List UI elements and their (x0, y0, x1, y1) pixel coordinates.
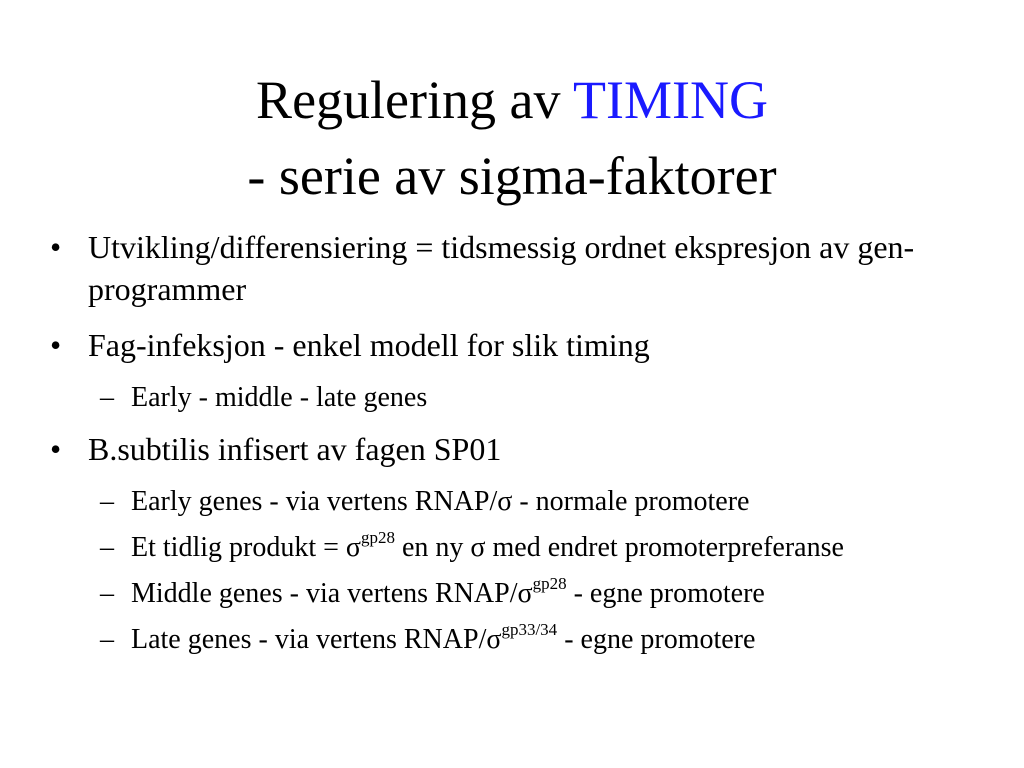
sub-bullet-text (131, 573, 765, 609)
sub-bullet-item (48, 380, 1008, 416)
sub-bullet-item (48, 619, 1008, 658)
bullet-marker: • (50, 431, 62, 467)
dash-marker: – (100, 382, 114, 413)
bullet-item (48, 226, 1008, 310)
dash-marker: – (100, 578, 114, 609)
sub-bullet-item (48, 484, 1008, 520)
bullet-marker: • (50, 229, 62, 265)
text-part: Late genes - via vertens RNAP/σ (131, 624, 502, 655)
sub-bullet-text: Early - middle - late genes (131, 382, 428, 413)
superscript: gp28 (532, 573, 567, 593)
slide-body (48, 226, 1008, 668)
text-part: Middle genes - via vertens RNAP/σ (131, 578, 533, 609)
bullet-text: Fag-infeksjon - enkel modell for slik timing (88, 327, 650, 363)
sub-bullet-item (48, 527, 1008, 566)
title-prefix: Regulering av (256, 70, 573, 130)
sub-bullet-text (131, 619, 756, 655)
bullet-item (48, 428, 1008, 470)
title-line-2: - serie av sigma-faktorer (247, 146, 777, 206)
sub-bullet-text (131, 527, 844, 563)
sub-bullet-item (48, 573, 1008, 612)
text-part: Et tidlig produkt = σ (131, 532, 361, 563)
superscript: gp33/34 (501, 619, 558, 639)
title-accent: TIMING (572, 70, 768, 130)
title-line-1 (0, 62, 1024, 138)
slide-title (0, 62, 1024, 214)
dash-marker: – (100, 624, 114, 655)
sub-bullet-text: Early genes - via vertens RNAP/σ - normale promotere (131, 486, 750, 517)
bullet-marker: • (50, 327, 62, 363)
bullet-item (48, 324, 1008, 366)
text-part: en ny σ med endret promoterpreferanse (395, 532, 844, 563)
text-part: - egne promotere (557, 624, 756, 655)
dash-marker: – (100, 532, 114, 563)
text-part: - egne promotere (566, 578, 765, 609)
bullet-text: B.subtilis infisert av fagen SP01 (88, 431, 502, 467)
dash-marker: – (100, 486, 114, 517)
superscript: gp28 (361, 527, 395, 547)
bullet-text: Utvikling/differensiering = tidsmessig ordnet ekspresjon av gen-programmer (88, 229, 915, 307)
